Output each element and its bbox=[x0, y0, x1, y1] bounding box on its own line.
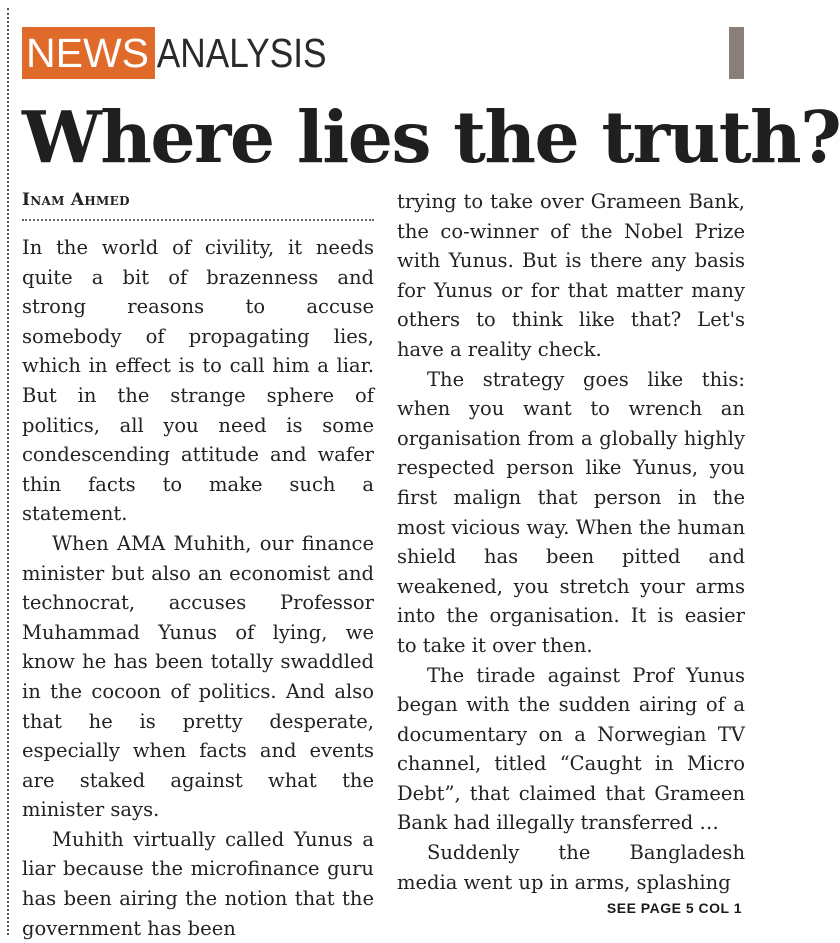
kicker-analysis-label: ANALYSIS bbox=[156, 29, 327, 76]
decorative-grey-bar bbox=[729, 27, 744, 79]
byline: Inam Ahmed bbox=[22, 190, 130, 210]
article-paragraph: Muhith virtually called Yunus a liar because the microfinance guru has been airing the notion that the government has been bbox=[22, 827, 374, 940]
left-dotted-rule bbox=[7, 8, 9, 935]
headline: Where lies the truth? bbox=[22, 95, 840, 179]
article-column-2 bbox=[397, 187, 745, 897]
kicker-news-label: NEWS bbox=[22, 27, 155, 79]
article-paragraph: trying to take over Grameen Bank, the co-winner of the Nobel Prize with Yunus. But is there any basis for Yunus or for that matter many others to think like that? Let's have a reality check. bbox=[397, 190, 745, 361]
article-paragraph: In the world of civility, it needs quite a bit of brazenness and strong reasons to accuse somebody of propagating lies, which in effect is to call him a liar. But in the strange sphere of politics, all you need is some condescending attitude and wafer thin facts to make such a statement. bbox=[22, 236, 374, 526]
byline-divider bbox=[22, 219, 374, 221]
article-paragraph: Suddenly the Bangladesh media went up in arms, splashing bbox=[397, 841, 745, 894]
article-column-1 bbox=[22, 233, 374, 943]
article-paragraph: When AMA Muhith, our finance minister but also an economist and technocrat, accuses Professor Muhammad Yunus of lying, we know he has been totally swaddled in the cocoon of politics. And also that he is pretty desperate, especially when facts and events are staked against what the minister says. bbox=[22, 531, 374, 822]
section-kicker bbox=[22, 27, 355, 79]
continuation-jump-line: SEE PAGE 5 COL 1 bbox=[606, 900, 742, 916]
article-paragraph: The tirade against Prof Yunus began with the sudden airing of a documentary on a Norwegian TV channel, titled “Caught in Micro Debt”, that claimed that Grameen Bank had illegally transferred … bbox=[397, 663, 745, 835]
article-paragraph: The strategy goes like this: when you want to wrench an organisation from a globally highly respected person like Yunus, you first malign that person in the most vicious way. When the human shield has been pitted and weakened, you stretch your arms into the organisation. It is easier to take it over then. bbox=[397, 367, 745, 657]
